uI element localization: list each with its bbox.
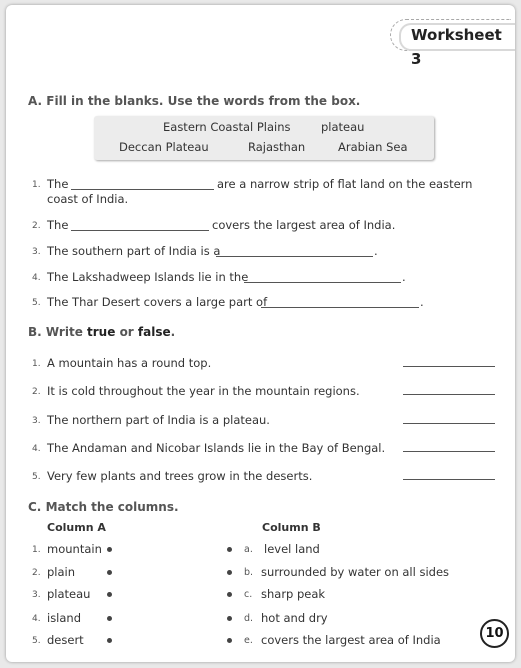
blank-item-text: The southern part of India is a (47, 244, 221, 258)
item-number: 1. (32, 359, 41, 369)
section-c-label: C. (28, 500, 42, 514)
blank-item-text: The Thar Desert covers a large part of (47, 295, 268, 309)
match-dot-left[interactable] (107, 570, 112, 575)
answer-blank[interactable] (403, 366, 495, 367)
column-a-item: mountain (47, 542, 102, 556)
worksheet-page (6, 5, 515, 662)
column-b-item: covers the largest area of India (261, 633, 441, 647)
section-b-instruction: Write (45, 325, 83, 339)
word-box-item: Eastern Coastal Plains (163, 120, 291, 134)
column-b-letter: e. (244, 635, 253, 646)
column-b-item: hot and dry (261, 611, 328, 625)
item-number: 4. (32, 273, 41, 283)
section-a-label: A. (28, 94, 43, 108)
answer-blank[interactable] (216, 256, 373, 257)
section-c-instruction: Match the columns. (45, 500, 179, 514)
column-b-letter: a. (244, 544, 253, 555)
answer-blank[interactable] (71, 189, 214, 190)
item-number: 5. (32, 298, 41, 308)
word-box-item: plateau (321, 120, 365, 134)
true-false-statement: A mountain has a round top. (47, 356, 212, 370)
blank-item-text: coast of India. (47, 192, 129, 206)
blank-item-text: covers the largest area of India. (212, 218, 396, 232)
item-number: 4. (32, 614, 41, 624)
section-c-heading (28, 500, 179, 514)
item-number: 4. (32, 444, 41, 454)
column-a-item: desert (47, 633, 84, 647)
page-number-badge: 10 (480, 619, 509, 648)
match-dot-right[interactable] (227, 638, 232, 643)
answer-blank[interactable] (261, 307, 419, 308)
section-b-period: . (170, 325, 176, 339)
answer-blank[interactable] (244, 282, 401, 283)
item-number: 1. (32, 180, 41, 190)
item-number: 2. (32, 221, 41, 231)
column-b-letter: d. (244, 613, 254, 624)
worksheet-title: Worksheet 3 (411, 26, 502, 68)
item-number: 5. (32, 636, 41, 646)
answer-blank[interactable] (403, 423, 495, 424)
item-number: 2. (32, 568, 41, 578)
true-false-statement: The northern part of India is a plateau. (47, 413, 270, 427)
column-a-item: plateau (47, 587, 91, 601)
word-box-item: Arabian Sea (338, 140, 408, 154)
item-number: 3. (32, 247, 41, 257)
item-number: 5. (32, 472, 41, 482)
section-b-heading (28, 325, 175, 339)
true-false-statement: It is cold throughout the year in the mountain regions. (47, 384, 360, 398)
column-b-letter: c. (244, 589, 253, 600)
column-b-heading: Column B (262, 521, 321, 534)
true-false-statement: The Andaman and Nicobar Islands lie in the Bay of Bengal. (47, 441, 386, 455)
blank-item-text: . (420, 295, 424, 309)
match-dot-left[interactable] (107, 616, 112, 621)
answer-blank[interactable] (403, 479, 495, 480)
answer-blank[interactable] (403, 394, 495, 395)
section-a-heading (28, 94, 360, 108)
match-dot-right[interactable] (227, 547, 232, 552)
item-number: 3. (32, 416, 41, 426)
match-dot-right[interactable] (227, 592, 232, 597)
item-number: 3. (32, 590, 41, 600)
blank-item-text: are a narrow strip of flat land on the eastern (217, 177, 473, 191)
blank-item-text: . (402, 270, 406, 284)
column-b-item: level land (264, 542, 320, 556)
answer-blank[interactable] (71, 230, 209, 231)
word-box-item: Rajasthan (248, 140, 306, 154)
blank-item-text: The (47, 218, 69, 232)
blank-item-text: . (374, 244, 378, 258)
column-b-item: surrounded by water on all sides (261, 565, 450, 579)
blank-item-text: The (47, 177, 69, 191)
word-box-item: Deccan Plateau (119, 140, 209, 154)
section-a-instruction: Fill in the blanks. Use the words from the box. (46, 94, 361, 108)
blank-item-text: The Lakshadweep Islands lie in the (47, 270, 249, 284)
item-number: 1. (32, 545, 41, 555)
match-dot-left[interactable] (107, 592, 112, 597)
column-a-heading: Column A (47, 521, 106, 534)
column-b-item: sharp peak (261, 587, 326, 601)
match-dot-right[interactable] (227, 616, 232, 621)
match-dot-right[interactable] (227, 570, 232, 575)
section-b-label: B. (28, 325, 42, 339)
word-or: or (119, 325, 134, 339)
column-a-item: plain (47, 565, 76, 579)
true-false-statement: Very few plants and trees grow in the deserts. (47, 469, 313, 483)
word-true: true (87, 325, 116, 339)
match-dot-left[interactable] (107, 638, 112, 643)
item-number: 2. (32, 387, 41, 397)
column-b-letter: b. (244, 567, 254, 578)
answer-blank[interactable] (403, 451, 495, 452)
word-false: false (137, 325, 171, 339)
match-dot-left[interactable] (107, 547, 112, 552)
column-a-item: island (47, 611, 82, 625)
